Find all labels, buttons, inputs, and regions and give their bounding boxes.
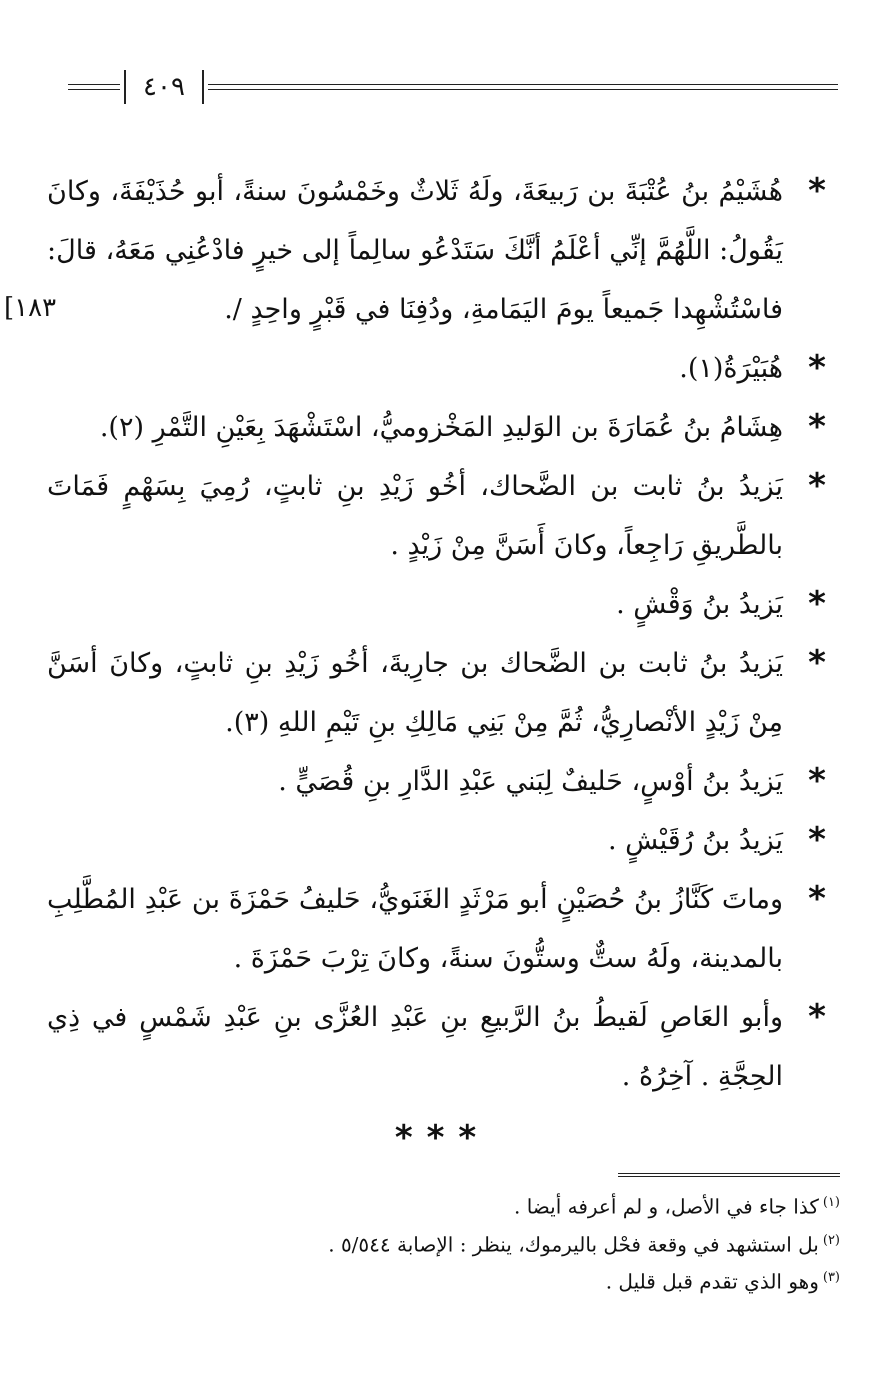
entry-text: هِشَامُ بنُ عُمَارَةَ بن الوَليدِ المَخْزوميُّ، اسْتَشْهَدَ بِعَيْنِ التَّمْرِ (٢). [99, 412, 783, 443]
list-item [47, 575, 837, 634]
asterisk-bullet: * [808, 997, 826, 1037]
footnote-mark: (٣) [822, 1270, 840, 1286]
header-rule-right [208, 84, 838, 90]
header-tick-left [124, 70, 126, 104]
entry-text: وأبو العَاصِ لَقيطُ بنُ الرَّبيعِ بنِ عَبْدِ العُزَّى بنِ عَبْدِ شَمْسٍ في ذِي الحِجَّةِ . آخِرُهُ . [47, 1002, 783, 1092]
entries-list [47, 162, 837, 1106]
entry-text: يَزيدُ بنُ ثابت بن الضَّحاك، أخُو زَيْدِ بنِ ثابتٍ، رُمِيَ بِسَهْمٍ فَمَاتَ بالطَّريقِ رَاجِعاً، وكانَ أَسَنَّ مِنْ زَيْدٍ . [47, 471, 783, 561]
manuscript-folio-marker: ١٨٣] [4, 293, 57, 323]
entry-text: هُبَيْرَةُ(١). [679, 353, 783, 384]
entry-text: يَزيدُ بنُ ثابت بن الضَّحاك بن جارِيةَ، أخُو زَيْدِ بنِ ثابتٍ، وكانَ أسَنَّ مِنْ زَيْدٍ الأنْصارِيُّ، ثُمَّ مِنْ بَنِي مَالِكِ بنِ تَيْمِ اللهِ (٣). [47, 648, 783, 738]
entry-text: يَزيدُ بنُ أوْسٍ، حَليفٌ لِبَني عَبْدِ الدَّارِ بنِ قُصَيٍّ . [278, 766, 783, 797]
asterisk-bullet: * [808, 466, 826, 506]
asterisk-bullet: * [808, 584, 826, 624]
list-item [47, 457, 837, 575]
asterisk-bullet: * [808, 407, 826, 447]
list-item [47, 870, 837, 988]
entry-text: يَزيدُ بنُ رُقَيْشٍ . [607, 825, 783, 856]
list-item [47, 752, 837, 811]
list-item [47, 162, 837, 339]
footnote-text: كذا جاء في الأصل، و لم أعرفه أيضا . [513, 1194, 819, 1219]
footnote-text: وهو الذي تقدم قبل قليل . [605, 1269, 819, 1294]
header-tick-right [202, 70, 204, 104]
list-item [47, 634, 837, 752]
footnotes [60, 1186, 840, 1299]
asterisk-bullet: * [808, 171, 826, 211]
footnote-mark: (١) [822, 1195, 840, 1210]
list-item [47, 398, 837, 457]
list-item [47, 339, 837, 398]
list-item [47, 988, 837, 1106]
footnote-text: بل استشهد في وقعة فحْل باليرموك، ينظر : الإصابة ٥/٥٤٤ . [328, 1232, 819, 1257]
footnote [60, 1186, 840, 1224]
asterisk-bullet: * [808, 761, 826, 801]
entry-text: وماتَ كَنَّازُ بنُ حُصَيْنٍ أبو مَرْثَدٍ الغَنَويُّ، حَليفُ حَمْزَةَ بن عَبْدِ المُطَّلِبِ بالمدينة، ولَهُ ستٌّ وستُّونَ سنةً، وكانَ تِرْبَ حَمْزَةَ . [47, 884, 783, 974]
asterisk-bullet: * [808, 879, 826, 919]
footnote [60, 1224, 840, 1262]
header-rule-left [68, 84, 120, 90]
asterisk-bullet: * [808, 820, 826, 860]
entry-text: هُشَيْمُ بنُ عُتْبَةَ بن رَبيعَةَ، ولَهُ ثَلاثٌ وخَمْسُونَ سنةً، أبو حُذَيْفَةَ، وكانَ يَقُولُ: اللَّهُمَّ إنِّي أعْلَمُ أنَّكَ سَتَدْعُو سالِماً إلى خيرٍ فادْعُنِي مَعَهُ، قالَ: فاسْتُشْهِدا جَميعاً يومَ اليَمَامةِ، ودُفِنَا في قَبْرٍ واحِدٍ /. [47, 176, 783, 325]
page-number: ٤٠٩ [143, 72, 185, 102]
section-divider: *** [394, 1118, 491, 1158]
page-header [68, 70, 838, 104]
footnote-separator [618, 1173, 840, 1177]
list-item [47, 811, 837, 870]
entry-text: يَزيدُ بنُ وَقْشٍ . [616, 589, 783, 620]
asterisk-bullet: * [808, 348, 826, 388]
footnote [60, 1261, 840, 1299]
asterisk-bullet: * [808, 643, 826, 683]
footnote-mark: (٢) [822, 1232, 840, 1248]
